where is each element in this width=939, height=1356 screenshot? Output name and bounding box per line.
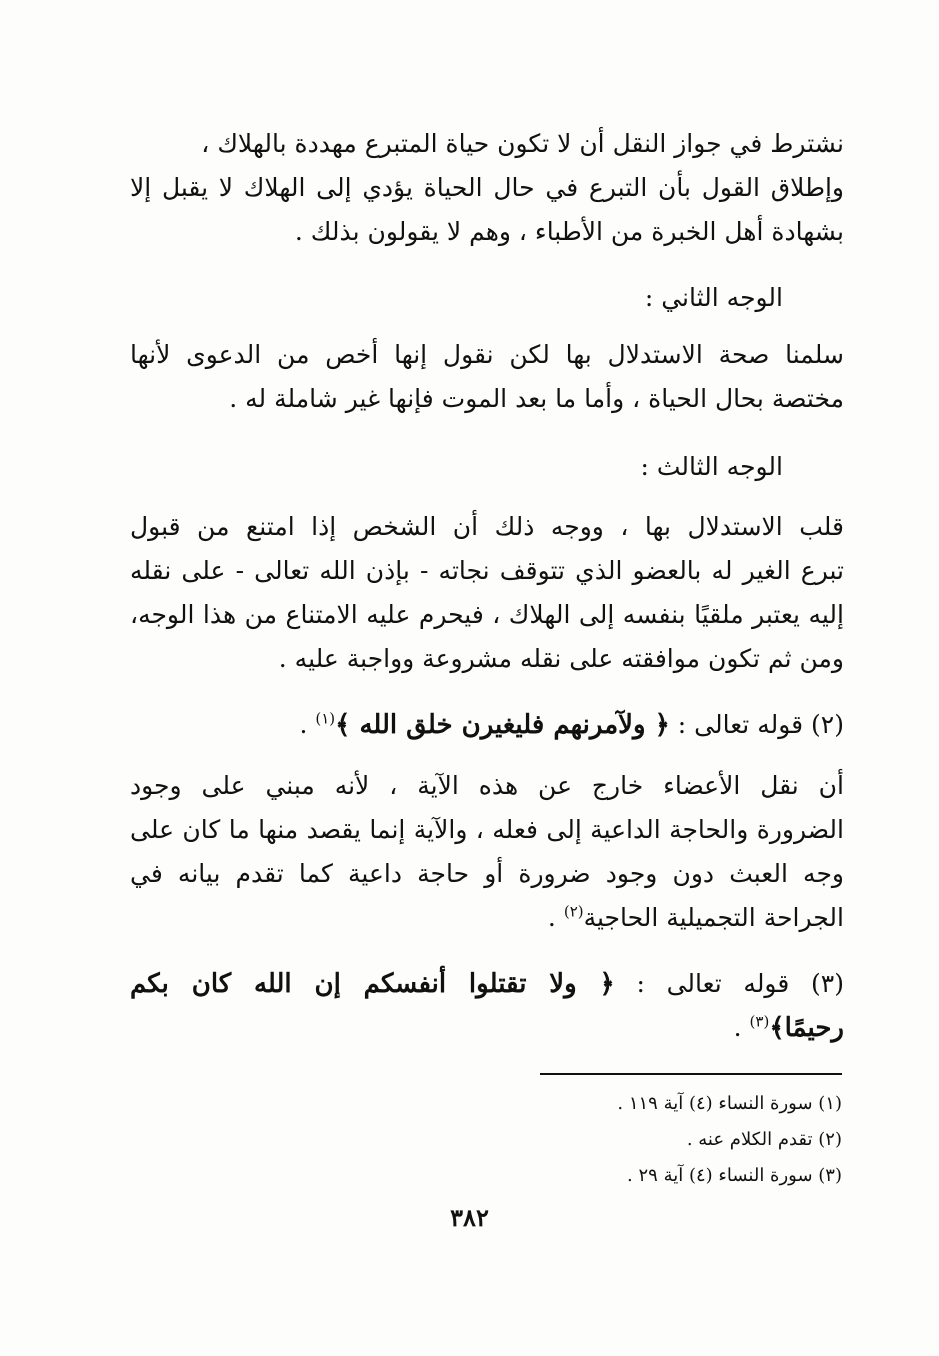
footnote: (٣) سورة النساء (٤) آية ٢٩ .	[627, 1165, 842, 1186]
footnotes	[617, 1086, 842, 1194]
verse-two	[130, 703, 844, 747]
paragraph-1	[130, 122, 844, 254]
paragraph-2	[130, 333, 844, 421]
text-line: وجه العبث دون وجود ضرورة أو حاجة داعية كما تقدم بيانه في	[130, 859, 844, 888]
text-line: الضرورة والحاجة الداعية إلى فعله ، والآية إنما يقصد منها ما كان على	[130, 815, 844, 844]
text-line: بشهادة أهل الخبرة من الأطباء ، وهم لا يقولون بذلك .	[294, 217, 844, 246]
text-line	[130, 896, 844, 940]
verse-line	[130, 1006, 844, 1050]
section-heading-second: الوجه الثاني :	[644, 283, 783, 312]
text-suffix: .	[547, 903, 564, 932]
section-heading-third: الوجه الثالث :	[640, 452, 783, 481]
paragraph-3	[130, 505, 844, 681]
verse-suffix: .	[733, 1013, 750, 1042]
footnote-ref: (٢)	[563, 902, 584, 921]
quran-verse: ﴿ ولآمرنهم فليغيرن خلق الله ﴾	[335, 710, 670, 740]
text-fragment: الجراحة التجميلية الحاجية	[583, 903, 844, 932]
text-line: قلب الاستدلال بها ، ووجه ذلك أن الشخص إذا امتنع من قبول	[130, 512, 844, 541]
text-line: نشترط في جواز النقل أن لا تكون حياة المتبرع مهددة بالهلاك ،	[201, 129, 844, 158]
text-line: تبرع الغير له بالعضو الذي تتوقف نجاته - بإذن الله تعالى - على نقله	[130, 556, 844, 585]
verse-three	[130, 962, 844, 1050]
text-line: سلمنا صحة الاستدلال بها لكن نقول إنها أخص من الدعوى لأنها	[130, 340, 844, 369]
text-line: وإطلاق القول بأن التبرع في حال الحياة يؤدي إلى الهلاك لا يقبل إلا	[130, 173, 844, 202]
verse-line	[130, 962, 844, 1006]
footnote-ref: (٣)	[749, 1012, 770, 1031]
footnote-separator	[540, 1073, 842, 1075]
footnote: (٢) تقدم الكلام عنه .	[686, 1129, 842, 1150]
text-line: ومن ثم تكون موافقته على نقله مشروعة وواجبة عليه .	[278, 644, 844, 673]
verse-suffix: .	[299, 710, 316, 739]
footnote-ref: (١)	[315, 709, 336, 728]
verse-prefix: (٢) قوله تعالى :	[669, 710, 844, 739]
quran-verse: رحيمًا﴾	[769, 1013, 844, 1043]
text-line: أن نقل الأعضاء خارج عن هذه الآية ، لأنه مبني على وجود	[130, 771, 844, 800]
footnote: (١) سورة النساء (٤) آية ١١٩ .	[617, 1093, 842, 1114]
verse-prefix: (٣) قوله تعالى :	[614, 969, 844, 998]
paragraph-4	[130, 764, 844, 940]
text-line: إليه يعتبر ملقيًا بنفسه إلى الهلاك ، فيحرم عليه الامتناع من هذا الوجه،	[130, 600, 844, 629]
page-number: ٣٨٢	[450, 1203, 489, 1232]
text-line: مختصة بحال الحياة ، وأما ما بعد الموت فإنها غير شاملة له .	[229, 384, 844, 413]
quran-verse: ﴿ ولا تقتلوا أنفسكم إن الله كان بكم	[130, 969, 615, 999]
verse-line	[130, 703, 844, 747]
